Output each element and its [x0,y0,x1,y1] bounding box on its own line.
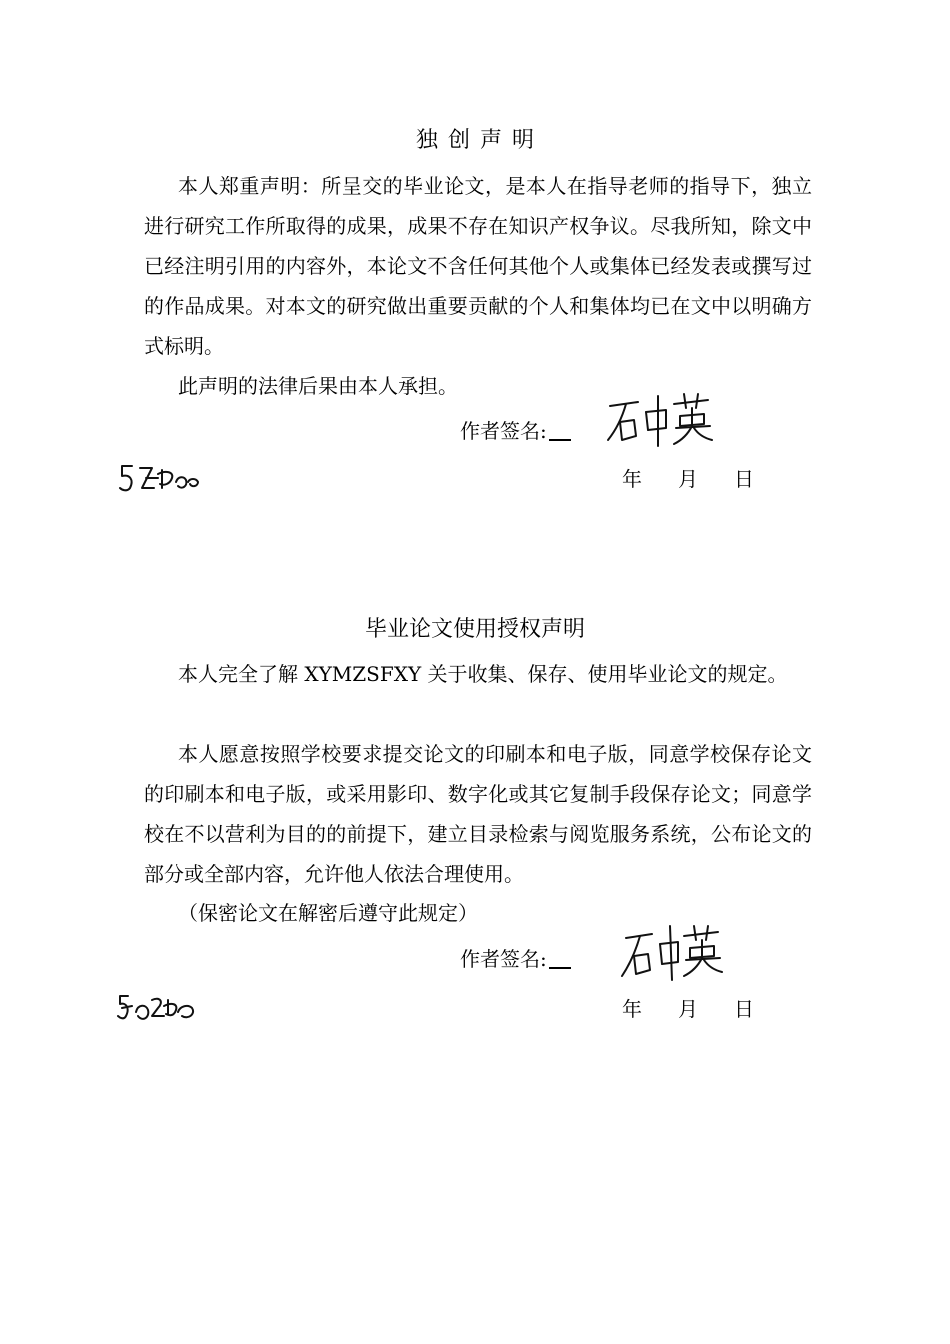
authorization-handwritten-signature [620,922,724,982]
declaration-date-month: 月 [678,467,698,491]
declaration-title: 独创声明 [415,128,544,153]
declaration-date-day: 日 [734,467,754,491]
signature-underline [549,967,571,969]
declaration-paragraph-2: 此声明的法律后果由本人承担。 [178,374,458,398]
signature-underline [549,439,571,441]
authorization-date [622,994,754,1024]
authorization-confidential-note: （保密论文在解密后遵守此规定） [178,901,478,925]
authorization-signature-label: 作者签名: [460,947,547,971]
authorization-title: 毕业论文使用授权声明 [364,617,585,642]
authorization-paragraph-1: 本人完全了解 XYMZSFXY 关于收集、保存、使用毕业论文的规定。 [178,662,788,686]
authorization-date-month: 月 [678,997,698,1021]
declaration-signature-label: 作者签名: [460,419,547,443]
authorization-paragraph-2: 本人愿意按照学校要求提交论文的印刷本和电子版，同意学校保存论文的印刷本和电子版，或采用影印、数字化或其它复制手段保存论文；同意学校在不以营利为目的的前提下，建立目录检索与阅览服务系统，公布论文的部分或全部内容，允许他人依法合理使用。 [144,742,812,886]
declaration-handwritten-signature [604,392,716,448]
declaration-signature-field [460,416,571,446]
authorization-date-year: 年 [622,997,642,1021]
authorization-signature-field [460,944,571,974]
declaration-paragraph-1: 本人郑重声明：所呈交的毕业论文，是本人在指导老师的指导下，独立进行研究工作所取得的成果，成果不存在知识产权争议。尽我所知，除文中已经注明引用的内容外，本论文不含任何其他个人或集体已经发表或撰写过的作品成果。对本文的研究做出重要贡献的个人和集体均已在文中以明确方式标明。 [144,174,812,358]
declaration-handwritten-note [118,460,204,496]
declaration-date-year: 年 [622,467,642,491]
authorization-date-day: 日 [734,997,754,1021]
authorization-handwritten-note [116,990,202,1026]
declaration-date [622,464,754,494]
